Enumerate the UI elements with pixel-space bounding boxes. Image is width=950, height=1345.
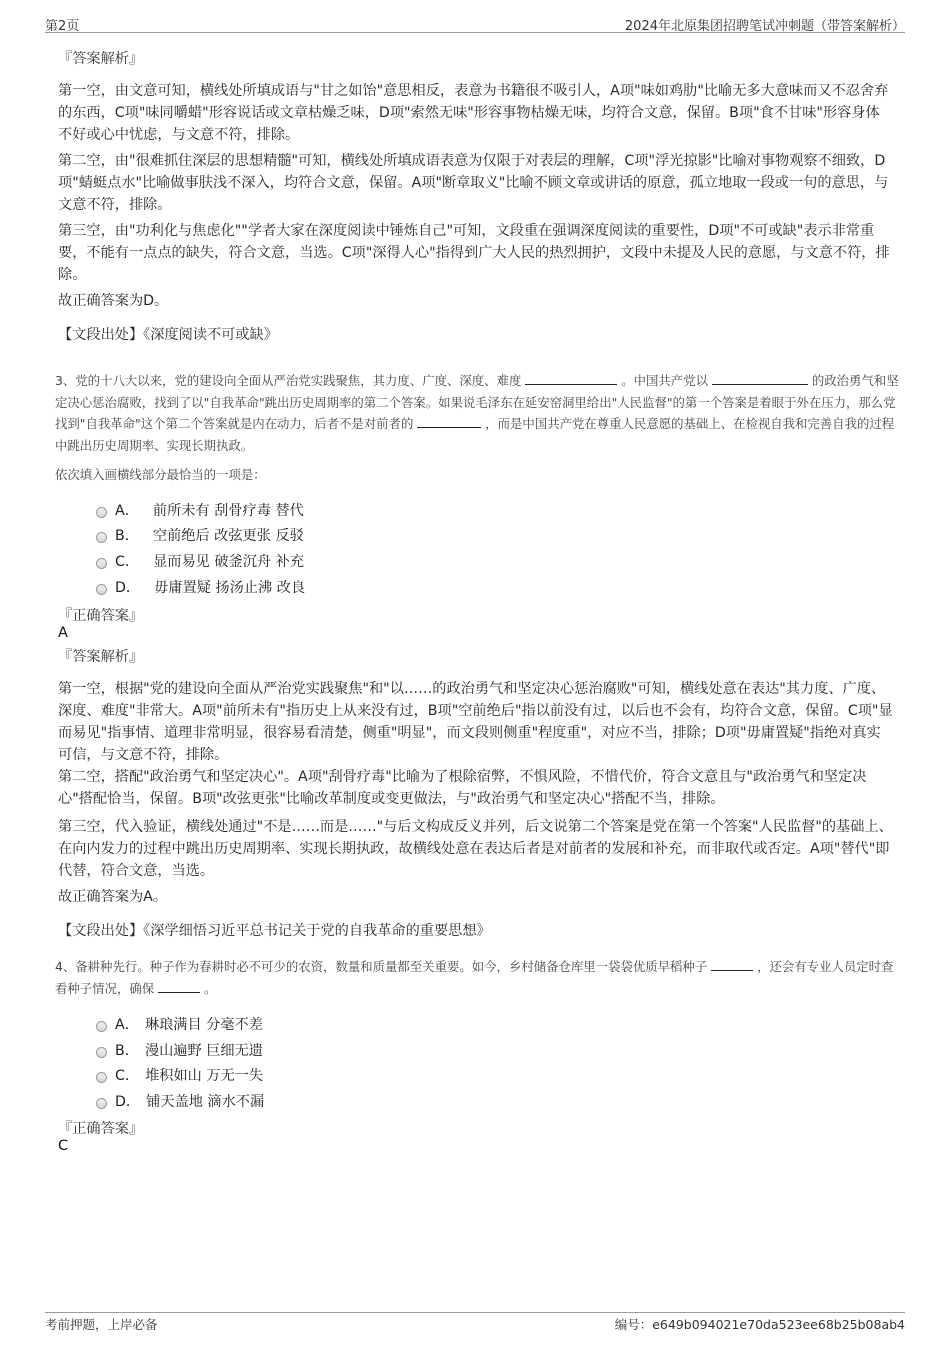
radio-icon[interactable] bbox=[96, 1047, 107, 1058]
correct-answer-label: 『正确答案』 bbox=[58, 1121, 144, 1137]
analysis-paragraph: 第三空，由"功利化与焦虑化""学者大家在深度阅读中锤炼自己"可知，文段重在强调深度阅读的重要性，D项"不可或缺"表示非常重要，不能有一点点的缺失，符合文意，当选。C项"深得人心"指得到广大人民的热烈拥护，文段中未提及人民的意愿，与文意不符，排除。 bbox=[58, 223, 890, 283]
option-a[interactable]: A． 琳琅满目 分毫不差 bbox=[96, 1014, 263, 1034]
question-3-stem: 3、党的十八大以来，党的建设向全面从严治党实践聚焦，其力度、广度、深度、难度 。中国共产党以 的政治勇气和坚定决心惩治腐败，找到了以"自我革命"跳出历史周期率的第二个答案。如果说毛泽东在延安窑洞里给出"人民监督"的第一个答案是着眼于外在压力，那么党找到"自我革命"这个第二个答案就是内在动力，后者不是对前者的 ，而是中国共产党在尊重人民意愿的基础上、在检视自我和完善自我的过程中跳出历史周期率、实现长期执政。 bbox=[55, 373, 899, 453]
page-footer bbox=[45, 1312, 905, 1333]
conclusion: 故正确答案为D。 bbox=[58, 293, 169, 309]
source: 【文段出处】《深度阅读不可或缺》 bbox=[58, 327, 278, 343]
analysis-paragraph: 第一空，由文意可知，横线处所填成语与"甘之如饴"意思相反，表意为书籍很不吸引人，A项"味如鸡肋"比喻无多大意味而又不忍舍弃的东西，C项"味同嚼蜡"形容说话或文章枯燥乏味，D项"索然无味"形容事物枯燥无味，均符合文意，保留。B项"食不甘味"形容身体不好或心中忧虑，与文意不符，排除。 bbox=[58, 83, 889, 143]
radio-icon[interactable] bbox=[96, 1098, 107, 1109]
footer-slogan: 考前押题，上岸必备 bbox=[45, 1317, 158, 1332]
conclusion: 故正确答案为A。 bbox=[58, 889, 168, 905]
document-serial: 编号：e649b094021e70da523ee68b25b08ab4 bbox=[614, 1317, 905, 1332]
blank-2 bbox=[712, 383, 808, 385]
radio-icon[interactable] bbox=[96, 507, 107, 518]
correct-answer-label: 『正确答案』 bbox=[58, 608, 144, 624]
option-b[interactable]: B． 漫山遍野 巨细无遗 bbox=[96, 1040, 263, 1060]
page-number: 第2页 bbox=[45, 19, 80, 34]
option-d[interactable]: D． 铺天盖地 滴水不漏 bbox=[96, 1091, 264, 1111]
analysis-paragraph: 第一空，根据"党的建设向全面从严治党实践聚焦"和"以……的政治勇气和坚定决心惩治腐败"可知，横线处意在表达"其力度、广度、深度、难度"非常大。A项"前所未有"指历史上从来没有过，B项"空前绝后"指以前没有过，以后也不会有，均符合文意，保留。C项"显而易见"指事情、道理非常明显，很容易看清楚，侧重"明显"，而文段则侧重"程度重"，对应不当，排除；D项"毋庸置疑"指绝对真实可信，与文意不符，排除。 bbox=[58, 681, 893, 763]
correct-answer: C bbox=[58, 1138, 69, 1154]
option-d[interactable]: D． 毋庸置疑 扬汤止沸 改良 bbox=[96, 577, 305, 597]
correct-answer: A bbox=[58, 625, 68, 641]
analysis-label: 『答案解析』 bbox=[58, 51, 144, 67]
blank-2 bbox=[158, 991, 200, 993]
option-a[interactable]: A． 前所未有 刮骨疗毒 替代 bbox=[96, 500, 304, 520]
question-3-prompt: 依次填入画横线部分最恰当的一项是： bbox=[55, 467, 266, 482]
radio-icon[interactable] bbox=[96, 558, 107, 569]
blank-3 bbox=[417, 426, 481, 428]
analysis-label: 『答案解析』 bbox=[58, 649, 144, 665]
radio-icon[interactable] bbox=[96, 584, 107, 595]
analysis-paragraph: 第二空，由"很难抓住深层的思想精髓"可知，横线处所填成语表意为仅限于对表层的理解，C项"浮光掠影"比喻对事物观察不细致，D项"蜻蜓点水"比喻做事肤浅不深入，均符合文意，保留。A项"断章取义"比喻不顾文章或讲话的原意，孤立地取一段或一句的意思，与文意不符，排除。 bbox=[58, 153, 889, 213]
page-header bbox=[45, 12, 905, 33]
document-title: 2024年北原集团招聘笔试冲刺题（带答案解析） bbox=[624, 19, 905, 34]
radio-icon[interactable] bbox=[96, 532, 107, 543]
option-b[interactable]: B． 空前绝后 改弦更张 反驳 bbox=[96, 525, 304, 545]
question-4-stem: 4、备耕种先行。种子作为春耕时必不可少的农资，数量和质量都至关重要。如今，乡村储备仓库里一袋袋优质早稻种子 ，还会有专业人员定时查看种子情况，确保 。 bbox=[55, 959, 894, 996]
radio-icon[interactable] bbox=[96, 1072, 107, 1083]
source: 【文段出处】《深学细悟习近平总书记关于党的自我革命的重要思想》 bbox=[58, 923, 491, 939]
option-c[interactable]: C． 显而易见 破釜沉舟 补充 bbox=[96, 551, 304, 571]
blank-1 bbox=[711, 969, 753, 971]
blank-1 bbox=[525, 383, 617, 385]
option-c[interactable]: C． 堆积如山 万无一失 bbox=[96, 1065, 263, 1085]
analysis-paragraph: 第二空，搭配"政治勇气和坚定决心"。A项"刮骨疗毒"比喻为了根除宿弊，不惧风险，不惜代价，符合文意且与"政治勇气和坚定决心"搭配恰当，保留。B项"改弦更张"比喻改革制度或变更做法，与"政治勇气和坚定决心"搭配不当，排除。 bbox=[58, 769, 867, 807]
radio-icon[interactable] bbox=[96, 1021, 107, 1032]
analysis-paragraph: 第三空，代入验证，横线处通过"不是……而是……"与后文构成反义并列，后文说第二个答案是党在第一个答案"人民监督"的基础上、在向内发力的过程中跳出历史周期率、实现长期执政，故横线处意在表达后者是对前者的发展和补充，而非取代或否定。A项"替代"即代替，符合文意，当选。 bbox=[58, 819, 893, 879]
